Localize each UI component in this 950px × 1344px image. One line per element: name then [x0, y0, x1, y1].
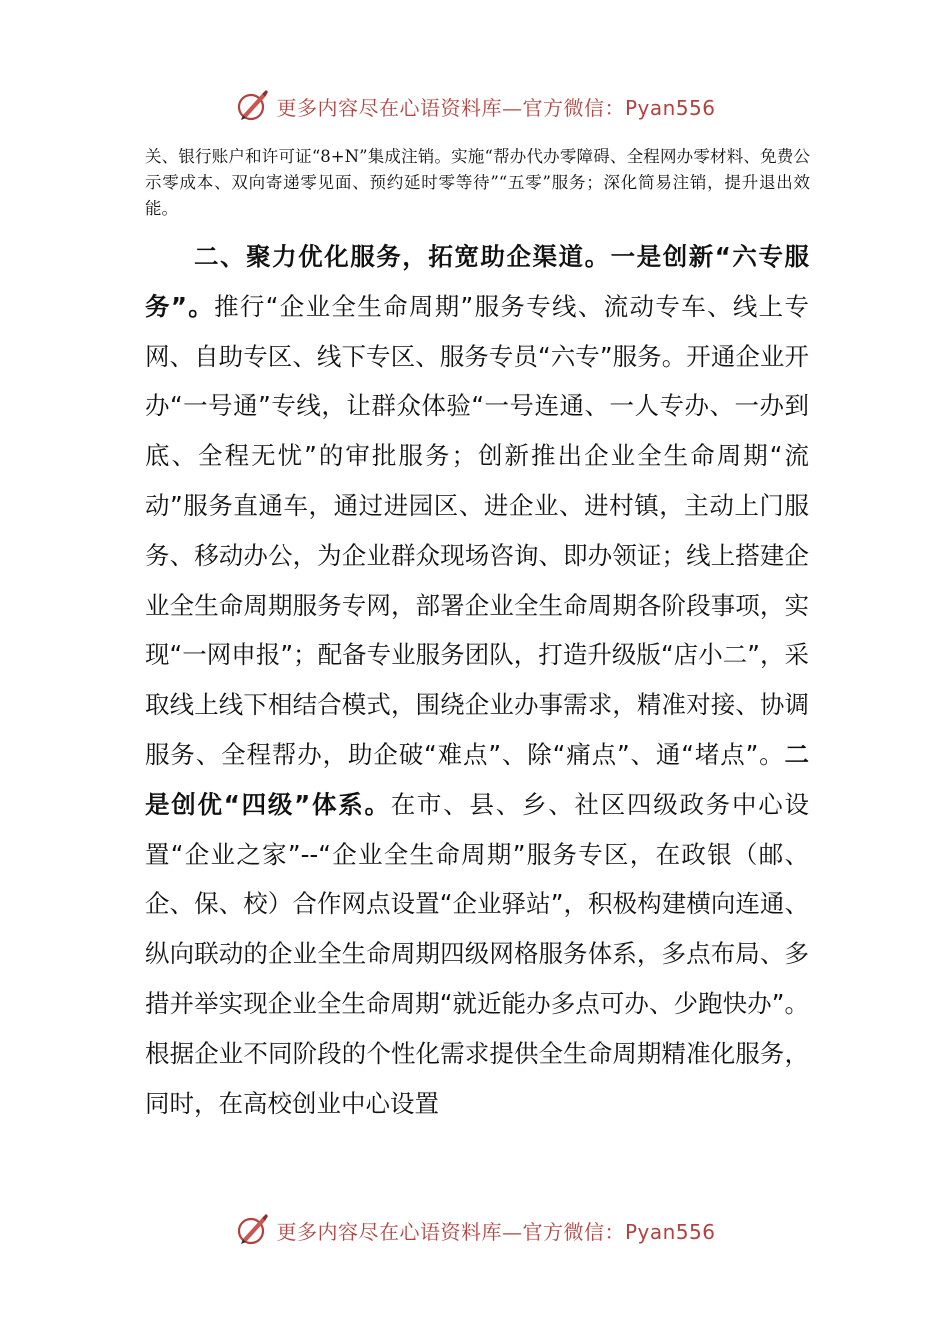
point2-title: 二是创优“四级”体系。 [145, 739, 809, 819]
footer-banner-text: 更多内容尽在心语资料库—官方微信：Pyan556 [276, 1219, 716, 1244]
main-paragraph [145, 232, 809, 1128]
header-wechat-id: Pyan556 [624, 95, 716, 120]
pen-logo-icon [234, 88, 270, 124]
footer-wechat-id: Pyan556 [624, 1219, 716, 1244]
pen-logo-icon [234, 1212, 270, 1248]
point2-body: 在市、县、乡、社区四级政务中心设置“企业之家”--“企业全生命周期”服务专区，在政银（邮、企、保、校）合作网点设置“企业驿站”，积极构建横向连通、纵向联动的企业全生命周期四级网格服务体系，多点布局、多措并举实现企业全生命周期“就近能办多点可办、少跑快办”。根据企业不同阶段的个性化需求提供全生命周期精准化服务，同时，在高校创业中心设置 [145, 789, 809, 1118]
point1-title: 一是创新“六专服务”。 [145, 242, 809, 321]
intro-paragraph: 关、银行账户和许可证“8+N”集成注销。实施“帮办代办零障碍、全程网办零材料、免费公示零成本、双向寄递零见面、预约延时零等待”“五零”服务；深化简易注销，提升退出效能。 [145, 147, 810, 218]
header-banner-text: 更多内容尽在心语资料库—官方微信：Pyan556 [276, 95, 716, 120]
header-banner [0, 86, 950, 126]
section-heading: 二、聚力优化服务，拓宽助企渠道。 [194, 242, 611, 271]
point1-body: 推行“企业全生命周期”服务专线、流动专车、线上专网、自助专区、线下专区、服务专员“六专”服务。开通企业开办“一号通”专线，让群众体验“一号连通、一人专办、一办到底、全程无忧”的审批服务；创新推出企业全生命周期“流动”服务直通车，通过进园区、进企业、进村镇，主动上门服务、移动办公，为企业群众现场咨询、即办领证；线上搭建企业全生命周期服务专网，部署企业全生命周期各阶段事项，实现“一网申报”；配备专业服务团队，打造升级版“店小二”，采取线上线下相结合模式，围绕企业办事需求，精准对接、协调服务、全程帮办，助企破“难点”、除“痛点”、通“堵点”。 [145, 291, 809, 769]
footer-banner [0, 1210, 950, 1250]
